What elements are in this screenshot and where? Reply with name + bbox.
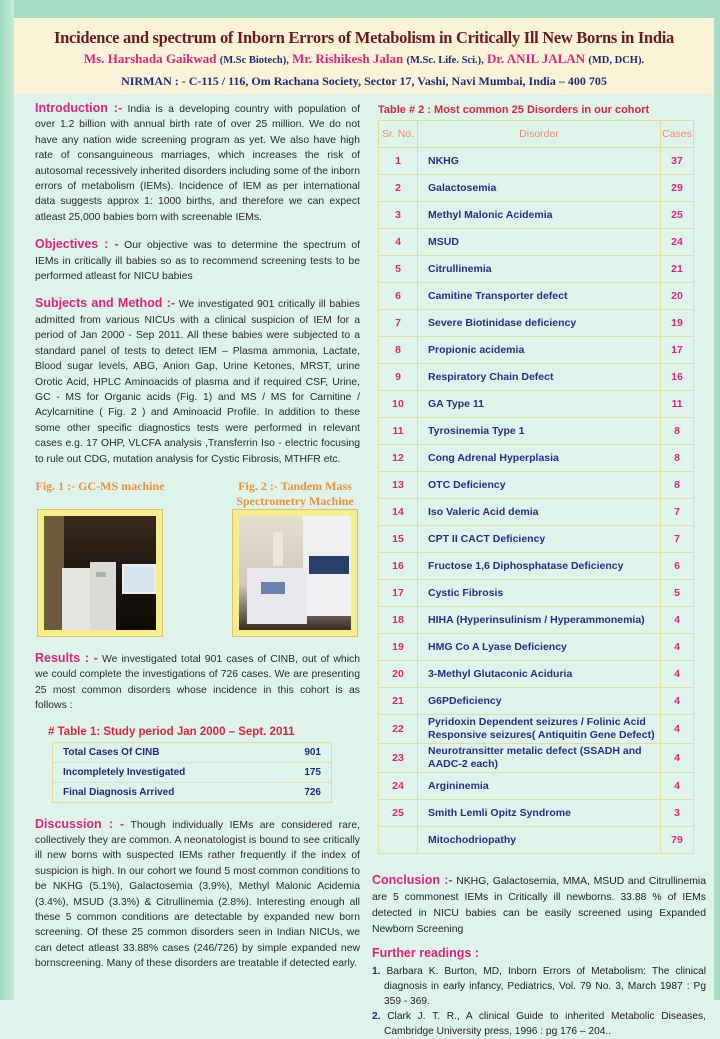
sr-no-cell: 5 <box>379 256 418 283</box>
address: NIRMAN : - C-115 / 116, Om Rachana Society, Sector 17, Vashi, Navi Mumbai, India – 400 705 <box>121 74 607 88</box>
conclusion-text: NKHG, Galactosemia, MMA, MSUD and Citrullinemia are 5 commonest IEMs in Critically ill newborns. 33.88 % of IEMs detected in NICU babies can be easily screened using Expanded Newborn Screening <box>372 876 706 935</box>
sr-no-cell: 22 <box>379 715 418 744</box>
reference-text: Clark J. T. R., A clinical Guide to inherited Metabolic Diseases, Cambridge University press, 1996 : pg 176 – 204.. <box>384 1011 706 1037</box>
disorder-cell: G6PDeficiency <box>418 688 661 715</box>
author-name: Dr. ANIL JALAN <box>487 51 586 66</box>
cases-cell: 29 <box>661 175 694 202</box>
fig2-caption: Fig. 2 :- Tandem Mass Spectrometry Machine <box>236 478 354 508</box>
right-column <box>372 104 706 1039</box>
objectives-section <box>35 237 360 284</box>
row-label: Incompletely Investigated <box>53 762 274 782</box>
cases-cell: 25 <box>661 202 694 229</box>
table2-title: Table # 2 : Most common 25 Disorders in our cohort <box>378 104 650 116</box>
disorder-cell: Camitine Transporter defect <box>418 283 661 310</box>
cases-cell: 8 <box>661 418 694 445</box>
reference-number: 1. <box>372 966 381 977</box>
disorder-cell: Cong Adrenal Hyperplasia <box>418 445 661 472</box>
table-row <box>379 827 694 854</box>
table-row <box>379 715 694 744</box>
table-row <box>379 337 694 364</box>
sr-no-cell <box>379 827 418 854</box>
sr-no-cell: 1 <box>379 148 418 175</box>
disorder-cell: Argininemia <box>418 773 661 800</box>
cases-cell: 24 <box>661 229 694 256</box>
table-header-row <box>379 121 694 148</box>
disorder-cell: Smith Lemli Opitz Syndrome <box>418 800 661 827</box>
further-readings-heading: Further readings : <box>372 946 479 960</box>
references-list <box>372 964 706 1039</box>
sr-no-cell: 25 <box>379 800 418 827</box>
sr-no-cell: 24 <box>379 773 418 800</box>
disorder-cell: Tyrosinemia Type 1 <box>418 418 661 445</box>
sr-no-cell: 15 <box>379 526 418 553</box>
disorder-cell: 3-Methyl Glutaconic Aciduria <box>418 661 661 688</box>
figure-2 <box>230 479 360 637</box>
table-row <box>379 607 694 634</box>
cases-cell: 20 <box>661 283 694 310</box>
author-degree: (M.Sc Biotech), <box>219 55 289 66</box>
table-row <box>379 634 694 661</box>
table-row <box>379 364 694 391</box>
row-value: 726 <box>274 782 332 802</box>
results-text: We investigated total 901 cases of CINB, out of which we could complete the investigations of 726 cases. We are presenting 25 most common disorders whose incidence in this cohort is as follows : <box>35 653 360 712</box>
sr-no-cell: 10 <box>379 391 418 418</box>
objectives-text: Our objective was to determine the spectrum of IEMs in critically ill babies so as to recommend screening tests to be performed atleast for NICU babies <box>35 240 361 283</box>
cases-cell: 8 <box>661 472 694 499</box>
sr-no-cell: 4 <box>379 229 418 256</box>
disorder-cell: Fructose 1,6 Diphosphatase Deficiency <box>418 553 661 580</box>
cases-cell: 21 <box>661 256 694 283</box>
methods-text: We investigated 901 critically ill babies admitted from various NICUs with a clinical suspicion of IEM for a period of Jan 2000 - Sep 2011. All these babies were subjected to a standard panel of tests to detect IEM – Plasma ammonia, Lactate, Blood sugar levels, ABG, Anion Gap, Urine Ketones, MRST, urine Orotic Acid, HPLC Aminoacids of plasma and if required CSF, Urine, GC - MS for Organic acids (Fig. 1) and MS / MS for Carnitine / Acylcarnitine ( Fig. 2 ) and Aminoacid Profile. In addition to these some other specific diagnostics tests were performed in relevant cases e.g. 17 OHP, VLCFA analysis ,Transferrin Iso - electric focusing to rule out CDG, mutation analysis for Cystic Fibrosis, MTHFR etc. <box>35 299 360 465</box>
cases-cell: 3 <box>661 800 694 827</box>
row-value: 175 <box>274 762 332 782</box>
study-period-table <box>52 742 332 803</box>
table-row <box>53 742 332 762</box>
cases-cell: 4 <box>661 634 694 661</box>
left-column <box>35 101 360 984</box>
disorder-cell: HIHA (Hyperinsulinism / Hyperammonemia) <box>418 607 661 634</box>
sr-no-cell: 14 <box>379 499 418 526</box>
disorder-cell: Mitochodriopathy <box>418 827 661 854</box>
table-row <box>379 202 694 229</box>
introduction-heading: Introduction :- <box>35 101 123 115</box>
sr-no-cell: 6 <box>379 283 418 310</box>
table1-title: # Table 1: Study period Jan 2000 – Sept. 2011 <box>48 725 295 738</box>
disorder-cell: GA Type 11 <box>418 391 661 418</box>
header-sr-no: Sr. No. <box>379 121 418 148</box>
authors <box>20 50 708 70</box>
cases-cell: 4 <box>661 688 694 715</box>
disorder-cell: Galactosemia <box>418 175 661 202</box>
table-row <box>379 526 694 553</box>
sr-no-cell: 2 <box>379 175 418 202</box>
cases-cell: 7 <box>661 499 694 526</box>
disorder-cell: OTC Deficiency <box>418 472 661 499</box>
sr-no-cell: 7 <box>379 310 418 337</box>
disorder-cell: Pyridoxin Dependent seizures / Folinic Acid Responsive seizures( Antiquitin Gene Defect) <box>418 715 661 744</box>
author-name: Ms. Harshada Gaikwad <box>83 51 217 66</box>
top-border <box>0 0 720 18</box>
row-value: 901 <box>274 742 332 762</box>
cases-cell: 79 <box>661 827 694 854</box>
discussion-text: Though individually IEMs are considered rare, collectively they are common. A neonatologist is bound to see critically ill new borns with suspected IEMs rather frequently if the index of suspicion is high. In our cohort we found 5 most common conditions to be NKHG (5.1%), Galactosemia (3.9%), Methyl Malonic Acidemia (3.4%), MSUD (3.3%) & Citrullinemia (2.8%). Interesting enough all these 5 common conditions are detectable by expanded new born screening. Of these 25 common disorders seen in Indian NICUs, we can detect atleast 33.88% cases (246/726) by simple expanded new bornscreening. Many of these disorders are treatable if detected early. <box>35 819 361 970</box>
row-label: Final Diagnosis Arrived <box>53 782 274 802</box>
header-disorder: Disorder <box>418 121 661 148</box>
disorders-table <box>378 120 694 854</box>
poster-title: Incidence and spectrum of Inborn Errors of Metabolism in Critically Ill New Borns in India <box>54 28 674 47</box>
reference-text: Barbara K. Burton, MD, Inborn Errors of Metabolism: The clinical diagnosis in early infancy, Pediatrics, Vol. 79 No. 3, March 1987 : Pg 359 - 369. <box>384 966 706 1007</box>
table-row <box>379 688 694 715</box>
table-row <box>379 744 694 773</box>
disorder-cell: Propionic acidemia <box>418 337 661 364</box>
table-row <box>379 661 694 688</box>
left-border <box>0 0 14 1000</box>
author-degree: (MD, DCH). <box>588 55 645 66</box>
figure-1 <box>35 479 165 637</box>
header-cases: Cases <box>661 121 694 148</box>
introduction-text: India is a developing country with population of over 1.2 billion with annual birth rate of over 25 million. We do not have any nation wide screening program as yet. We also have high rate of consanguineous marriages, which increases the risk of autosomal recessively inherited disorders including some of the inborn errors of metabolism (IEMs). Incidence of IEM as per international data suggests approx 1: 1000 births, and therefore we can expect atleast 25,000 babies born with screenable IEMs. <box>35 104 360 223</box>
table-row <box>53 762 332 782</box>
author-degree: (M.Sc. Life. Sci.), <box>406 55 484 66</box>
discussion-heading: Discussion : - <box>35 816 125 831</box>
table-row <box>379 553 694 580</box>
sr-no-cell: 12 <box>379 445 418 472</box>
sr-no-cell: 8 <box>379 337 418 364</box>
row-label: Total Cases Of CINB <box>53 742 274 762</box>
disorder-cell: NKHG <box>418 148 661 175</box>
sr-no-cell: 3 <box>379 202 418 229</box>
sr-no-cell: 9 <box>379 364 418 391</box>
figures-row <box>35 479 360 637</box>
disorder-cell: Neurotransitter metalic defect (SSADH and AADC-2 each) <box>418 744 661 773</box>
cases-cell: 5 <box>661 580 694 607</box>
sr-no-cell: 17 <box>379 580 418 607</box>
gc-ms-photo <box>37 509 163 637</box>
objectives-heading: Objectives : - <box>35 237 119 252</box>
table-row <box>379 499 694 526</box>
cases-cell: 6 <box>661 553 694 580</box>
cases-cell: 37 <box>661 148 694 175</box>
cases-cell: 17 <box>661 337 694 364</box>
results-heading: Results : - <box>35 650 98 665</box>
introduction-section <box>35 101 360 225</box>
table-row <box>379 418 694 445</box>
fig1-caption: Fig. 1 :- GC-MS machine <box>35 478 165 493</box>
table-row <box>53 782 332 802</box>
table-row <box>379 773 694 800</box>
sr-no-cell: 18 <box>379 607 418 634</box>
methods-section <box>35 296 360 466</box>
reference-item <box>372 964 706 1009</box>
table-row <box>379 445 694 472</box>
results-section <box>35 651 360 714</box>
table-row <box>379 229 694 256</box>
disorder-cell: Severe Biotinidase deficiency <box>418 310 661 337</box>
methods-heading: Subjects and Method :- <box>35 296 175 311</box>
tandem-ms-photo <box>232 509 358 637</box>
cases-cell: 4 <box>661 661 694 688</box>
sr-no-cell: 16 <box>379 553 418 580</box>
conclusion-section <box>372 872 706 938</box>
table-row <box>379 148 694 175</box>
table-row <box>379 391 694 418</box>
disorder-cell: Iso Valeric Acid demia <box>418 499 661 526</box>
sr-no-cell: 13 <box>379 472 418 499</box>
disorder-cell: Citrullinemia <box>418 256 661 283</box>
right-border <box>714 0 720 1000</box>
reference-number: 2. <box>372 1011 381 1022</box>
discussion-section <box>35 817 360 972</box>
cases-cell: 11 <box>661 391 694 418</box>
conclusion-heading: Conclusion :- <box>372 873 453 887</box>
cases-cell: 4 <box>661 773 694 800</box>
cases-cell: 16 <box>661 364 694 391</box>
sr-no-cell: 20 <box>379 661 418 688</box>
table-row <box>379 283 694 310</box>
disorder-cell: Methyl Malonic Acidemia <box>418 202 661 229</box>
sr-no-cell: 19 <box>379 634 418 661</box>
sr-no-cell: 11 <box>379 418 418 445</box>
author-name: Mr. Rishikesh Jalan <box>292 51 404 66</box>
cases-cell: 8 <box>661 445 694 472</box>
cases-cell: 7 <box>661 526 694 553</box>
disorder-cell: MSUD <box>418 229 661 256</box>
disorder-cell: Cystic Fibrosis <box>418 580 661 607</box>
disorder-cell: Respiratory Chain Defect <box>418 364 661 391</box>
table-row <box>379 580 694 607</box>
poster-header <box>14 18 714 94</box>
table-row <box>379 256 694 283</box>
table-row <box>379 310 694 337</box>
sr-no-cell: 23 <box>379 744 418 773</box>
reference-item <box>372 1009 706 1039</box>
table-row <box>379 175 694 202</box>
disorder-cell: CPT II CACT Deficiency <box>418 526 661 553</box>
table-row <box>379 472 694 499</box>
sr-no-cell: 21 <box>379 688 418 715</box>
table-row <box>379 800 694 827</box>
cases-cell: 19 <box>661 310 694 337</box>
disorder-cell: HMG Co A Lyase Deficiency <box>418 634 661 661</box>
cases-cell: 4 <box>661 607 694 634</box>
cases-cell: 4 <box>661 744 694 773</box>
cases-cell: 4 <box>661 715 694 744</box>
